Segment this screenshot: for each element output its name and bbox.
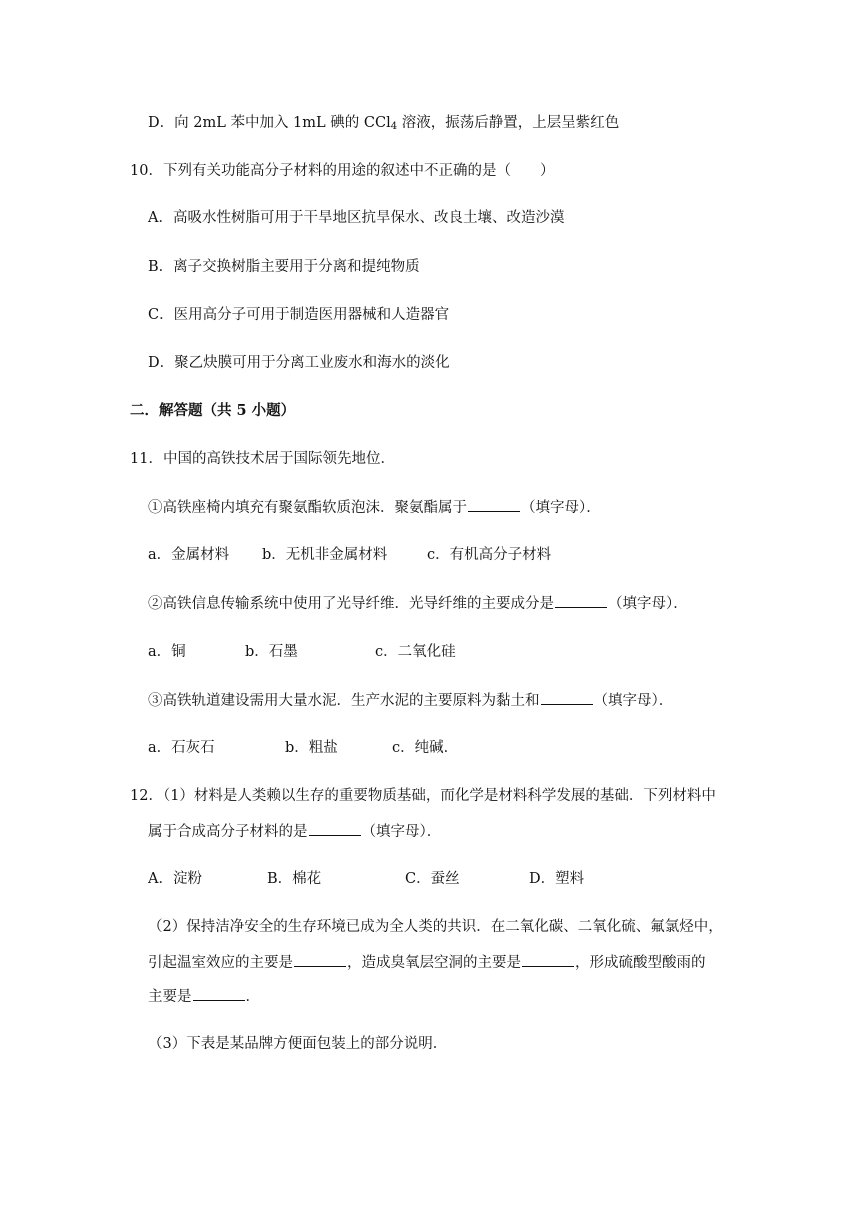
q11-part3-option-a: a．石灰石 [148, 740, 215, 756]
q12-part3-line1: （3）下表是某品牌方便面包装上的部分说明． [148, 1036, 448, 1052]
q11-part2 [148, 593, 688, 614]
q10-option-a: A．高吸水性树脂可用于干旱地区抗旱保水、改良土壤、改造沙漠 [148, 210, 565, 226]
q9-option-d-subscript: 4 [390, 121, 398, 132]
q11-part2-option-b: b．石墨 [245, 644, 298, 660]
q11-part1-option-a: a．金属材料 [148, 547, 230, 563]
q12-part2-line2 [148, 952, 706, 973]
answer-blank[interactable] [193, 986, 245, 1001]
section-heading: 二．解答题（共 5 小题） [130, 402, 296, 419]
answer-blank[interactable] [309, 821, 361, 836]
q9-option-d-text-a: D．向 2mL 苯中加入 1mL 碘的 CCl [148, 115, 391, 131]
q11-part2-suffix: （填字母）． [608, 596, 688, 612]
q11-part2-option-a: a．铜 [148, 644, 186, 660]
q11-part1-suffix: （填字母）． [521, 500, 601, 516]
q11-part3-option-c: c．纯碱． [392, 740, 459, 756]
q11-part1-text: ①高铁座椅内填充有聚氨酯软质泡沫．聚氨酯属于 [148, 500, 467, 516]
q10-option-c: C．医用高分子可用于制造医用器械和人造器官 [148, 307, 450, 323]
q12-option-a: A．淀粉 [148, 871, 202, 887]
q12-line2-suffix: （填字母）． [361, 824, 442, 840]
q12-option-d: D．塑料 [529, 871, 585, 887]
q12-line2-text: 属于合成高分子材料的是 [148, 824, 308, 840]
q12-option-b: B．棉花 [267, 871, 322, 887]
q11-stem: 11．中国的高铁技术居于国际领先地位． [130, 451, 395, 467]
q12-line2 [148, 821, 441, 842]
q11-part3-suffix: （填字母）． [593, 693, 674, 709]
q9-option-d-text-b: 溶液，振荡后静置，上层呈紫红色 [397, 115, 620, 131]
q11-part3 [148, 690, 673, 711]
q11-part3-option-b: b．粗盐 [285, 740, 338, 756]
q10-stem: 10．下列有关功能高分子材料的用途的叙述中不正确的是（ ） [130, 163, 555, 179]
q12-option-c: C．蚕丝 [405, 871, 460, 887]
q12-part2-line2-text-a: 引起温室效应的主要是 [148, 955, 293, 971]
q11-part2-text: ②高铁信息传输系统中使用了光导纤维．光导纤维的主要成分是 [148, 596, 554, 612]
q12-part2-line2-text-b: ，造成臭氧层空洞的主要是 [347, 955, 521, 971]
q10-option-b: B．离子交换树脂主要用于分离和提纯物质 [148, 259, 420, 275]
q12-part2-line3-suffix: ． [245, 989, 260, 1005]
answer-blank[interactable] [555, 593, 607, 608]
q12-part2-line2-text-c: ，形成硫酸型酸雨的 [575, 955, 706, 971]
q10-option-d: D．聚乙炔膜可用于分离工业废水和海水的淡化 [148, 355, 450, 371]
q12-part2-line3 [148, 986, 260, 1007]
q11-part1 [148, 497, 601, 518]
answer-blank[interactable] [468, 497, 520, 512]
q11-part1-option-c: c．有机高分子材料 [427, 547, 552, 563]
q11-part1-option-b: b．无机非金属材料 [262, 547, 388, 563]
q11-part3-text: ③高铁轨道建设需用大量水泥．生产水泥的主要原料为黏土和 [148, 693, 540, 709]
answer-blank[interactable] [522, 952, 574, 967]
q9-option-d [148, 113, 619, 133]
q12-part2-line3-text: 主要是 [148, 989, 192, 1005]
answer-blank[interactable] [541, 690, 593, 705]
answer-blank[interactable] [294, 952, 346, 967]
q12-line1: 12．（1）材料是人类赖以生存的重要物质基础，而化学是材料科学发展的基础．下列材料中 [130, 788, 716, 804]
q11-part2-option-c: c．二氧化硅 [375, 644, 456, 660]
q12-part2-line1: （2）保持洁净安全的生存环境已成为全人类的共识．在二氧化碳、二氧化硫、氟氯烃中， [148, 919, 723, 935]
